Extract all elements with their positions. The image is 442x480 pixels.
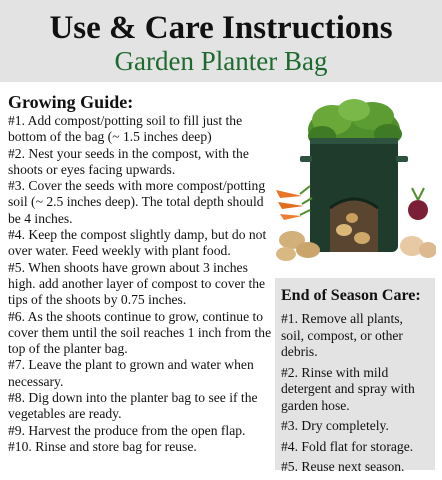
page-subtitle: Garden Planter Bag xyxy=(114,46,328,76)
guide-step: #1. Add compost/potting soil to fill just the bottom of the bag (~ 1.5 inches deep) xyxy=(8,113,243,145)
end-of-season-list xyxy=(281,311,429,476)
growing-guide-list xyxy=(8,113,278,455)
end-of-season-care-box xyxy=(275,278,435,474)
care-step: #4. Fold flat for storage. xyxy=(281,438,414,454)
guide-step: #3. Cover the seeds with more compost/potting soil (~ 2.5 inches deep). The total depth should be 4 inches. xyxy=(8,178,266,226)
onions-icon xyxy=(400,236,436,258)
care-step: #5. Reuse next season. xyxy=(281,459,405,474)
guide-step: #10. Rinse and store bag for reuse. xyxy=(8,438,197,454)
guide-step: #6. As the shoots continue to grow, continue to cover them until the soil reaches 1 inch from the top of the planter bag. xyxy=(8,308,272,357)
guide-step: #7. Leave the plant to grown and water when necessary. xyxy=(8,357,254,389)
growing-guide-section xyxy=(8,92,278,455)
beets-icon xyxy=(408,188,428,220)
header-banner xyxy=(0,0,442,82)
guide-step: #5. When shoots have grown about 3 inches high. add another layer of compost to cover the tips of the shoots by 0.75 inches. xyxy=(8,259,266,308)
care-step: #3. Dry completely. xyxy=(281,418,389,433)
care-step: #1. Remove all plants, soil, compost, or other debris. xyxy=(281,311,403,359)
guide-step: #9. Harvest the produce from the open flap. xyxy=(8,422,246,438)
guide-step: #2. Nest your seeds in the compost, with the shoots or eyes facing upwards. xyxy=(8,145,249,177)
planter-bag xyxy=(300,138,408,252)
guide-step: #4. Keep the compost slightly damp, but do not over water. Feed weekly with plant food. xyxy=(8,227,267,259)
planter-bag-illustration xyxy=(272,98,436,266)
end-of-season-heading: End of Season Care: xyxy=(281,287,421,304)
growing-guide-heading: Growing Guide: xyxy=(8,92,134,112)
page-title: Use & Care Instructions xyxy=(49,10,393,46)
carrots-icon xyxy=(276,186,312,220)
guide-step: #8. Dig down into the planter bag to see if the vegetables are ready. xyxy=(8,390,258,422)
care-step: #2. Rinse with mild detergent and spray with garden hose. xyxy=(281,364,415,413)
